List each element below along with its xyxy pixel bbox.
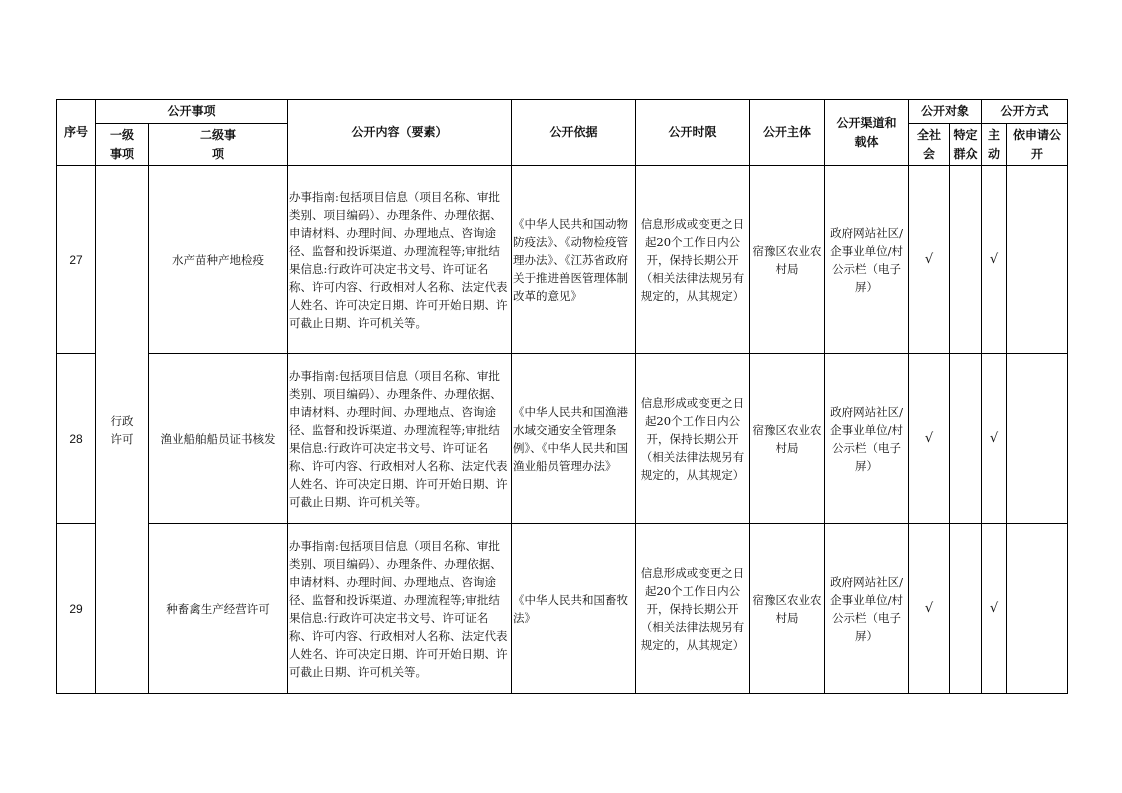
row-seq: 29 [57,524,96,694]
row-basis: 《中华人民共和国渔港水域交通安全管理条例》、《中华人民共和国渔业船员管理办法》 [512,354,636,524]
row-specific-group-check [950,166,982,354]
row-time-limit: 信息形成或变更之日起20个工作日内公开，保持长期公开（相关法律法规另有规定的，从其规定） [636,524,750,694]
row-seq: 27 [57,166,96,354]
row-time-limit: 信息形成或变更之日起20个工作日内公开，保持长期公开（相关法律法规另有规定的，从其规定） [636,166,750,354]
row-on-request-check [1007,524,1068,694]
row-content: 办事指南:包括项目信息（项目名称、审批类别、项目编码）、办理条件、办理依据、申请材料、办理时间、办理地点、咨询途径、监督和投诉渠道、办理流程等;审批结果信息:行政许可决定书文号、许可证名称、许可内容、行政相对人名称、法定代表人姓名、许可决定日期、许可开始日期、许可截止日期、许可机关等。 [288,524,512,694]
header-level2: 二级事项 [149,124,288,166]
row-basis: 《中华人民共和国动物防疫法》、《动物检疫管理办法》、《江苏省政府关于推进兽医管理体制改革的意见》 [512,166,636,354]
row-channel: 政府网站社区/企事业单位/村公示栏（电子屏） [825,524,909,694]
header-items-group: 公开事项 [96,100,288,124]
row-level2: 水产苗种产地检疫 [149,166,288,354]
header-seq: 序号 [57,100,96,166]
row-active-check: √ [982,166,1007,354]
row-channel: 政府网站社区/企事业单位/村公示栏（电子屏） [825,166,909,354]
header-method-group: 公开方式 [982,100,1068,124]
row-subject: 宿豫区农业农村局 [750,354,825,524]
row-subject: 宿豫区农业农村局 [750,524,825,694]
header-specific-group: 特定群众 [950,124,982,166]
row-whole-society-check: √ [909,354,950,524]
table-row [57,354,1068,524]
disclosure-table [56,99,1068,694]
header-whole-society: 全社会 [909,124,950,166]
row-specific-group-check [950,354,982,524]
row-content: 办事指南:包括项目信息（项目名称、审批类别、项目编码）、办理条件、办理依据、申请材料、办理时间、办理地点、咨询途径、监督和投诉渠道、办理流程等;审批结果信息:行政许可决定书文号、许可证名称、许可内容、行政相对人名称、法定代表人姓名、许可决定日期、许可开始日期、许可截止日期、许可机关等。 [288,166,512,354]
row-level2: 渔业船舶船员证书核发 [149,354,288,524]
row-basis: 《中华人民共和国畜牧法》 [512,524,636,694]
row-specific-group-check [950,524,982,694]
table-row [57,166,1068,354]
row-seq: 28 [57,354,96,524]
header-audience-group: 公开对象 [909,100,982,124]
row-content: 办事指南:包括项目信息（项目名称、审批类别、项目编码）、办理条件、办理依据、申请材料、办理时间、办理地点、咨询途径、监督和投诉渠道、办理流程等;审批结果信息:行政许可决定书文号、许可证名称、许可内容、行政相对人名称、法定代表人姓名、许可决定日期、许可开始日期、许可截止日期、许可机关等。 [288,354,512,524]
row-time-limit: 信息形成或变更之日起20个工作日内公开，保持长期公开（相关法律法规另有规定的，从其规定） [636,354,750,524]
header-basis: 公开依据 [512,100,636,166]
header-active: 主动 [982,124,1007,166]
header-content: 公开内容（要素） [288,100,512,166]
header-time-limit: 公开时限 [636,100,750,166]
row-whole-society-check: √ [909,524,950,694]
row-channel: 政府网站社区/企事业单位/村公示栏（电子屏） [825,354,909,524]
header-channel: 公开渠道和载体 [825,100,909,166]
row-active-check: √ [982,354,1007,524]
level1-merged-cell: 行政许可 [96,166,149,694]
header-on-request: 依申请公开 [1007,124,1068,166]
row-active-check: √ [982,524,1007,694]
row-whole-society-check: √ [909,166,950,354]
row-level2: 种畜禽生产经营许可 [149,524,288,694]
row-subject: 宿豫区农业农村局 [750,166,825,354]
header-level1: 一级事项 [96,124,149,166]
header-subject: 公开主体 [750,100,825,166]
row-on-request-check [1007,354,1068,524]
row-on-request-check [1007,166,1068,354]
table-row [57,524,1068,694]
